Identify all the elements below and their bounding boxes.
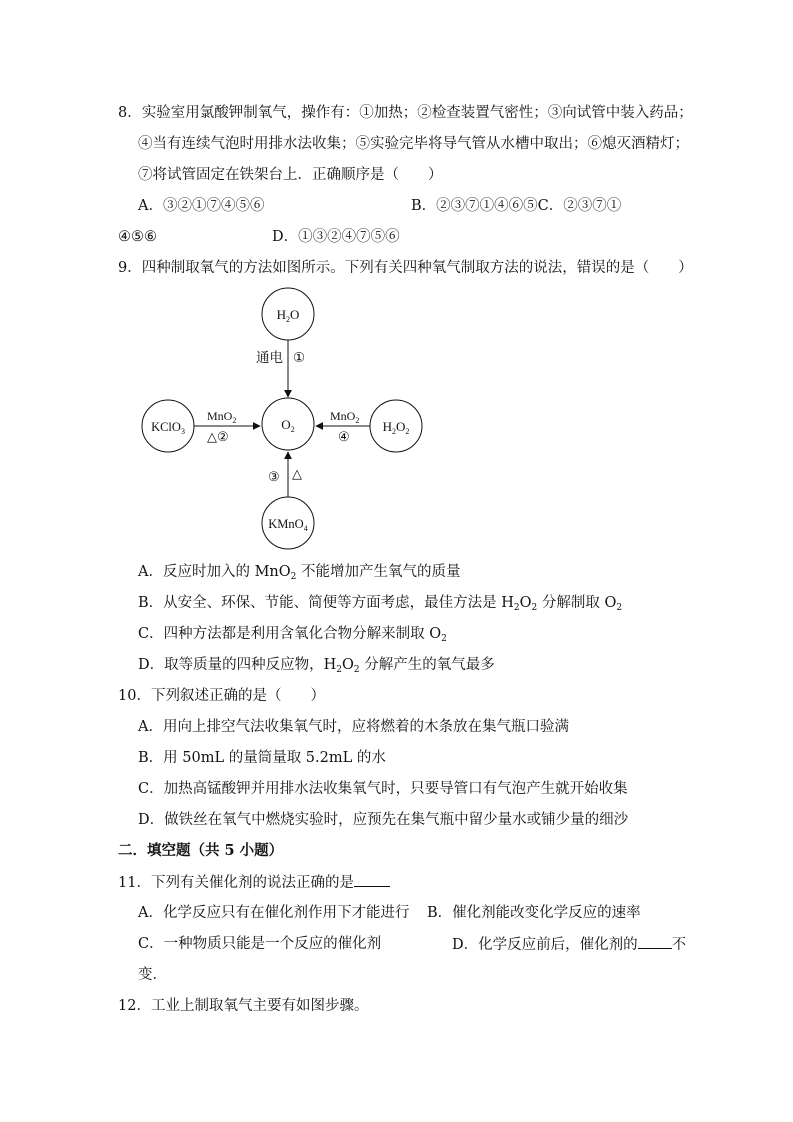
- node-kmno4-label: KMnO$_4$: [268, 517, 308, 533]
- node-o2-label: $O_2$: [281, 417, 295, 434]
- node-kclo3-label: KClO$_3$: [151, 420, 185, 436]
- q10-option-a: A．用向上排空气法收集氧气时，应将燃着的木条放在集气瓶口验满: [138, 719, 569, 735]
- cond-num-4: ④: [338, 429, 350, 444]
- cond-left-heat-2: △②: [207, 429, 229, 444]
- node-h2o2-label: $H_2O_2$: [382, 419, 410, 436]
- q8-option-a: A．③②①⑦④⑤⑥: [138, 198, 265, 214]
- node-h2o-circle: [262, 288, 314, 340]
- q11-option-d-blank[interactable]: [638, 934, 672, 949]
- q10-option-d: D．做铁丝在氧气中燃烧实验时，应预先在集气瓶中留少量水或铺少量的细沙: [138, 812, 629, 828]
- q11-option-d-cont: 变．: [138, 967, 167, 983]
- q10-option-b: B．用 50mL 的量筒量取 5.2mL 的水: [138, 750, 386, 766]
- q11-answer-blank[interactable]: [354, 872, 390, 887]
- section-title-fill-in: 二．填空题（共 5 小题）: [118, 842, 284, 859]
- q10-option-c: C．加热高锰酸钾并用排水法收集氧气时，只要导管口有气泡产生就开始收集: [138, 781, 628, 797]
- oxygen-methods-diagram: [0, 280, 793, 580]
- q11-stem: 11．下列有关催化剂的说法正确的是: [118, 872, 390, 893]
- node-h2o-label: $H_2O$: [276, 307, 300, 324]
- q9-option-d: D．取等质量的四种反应物，$H_2O_2$ 分解产生的氧气最多: [138, 657, 495, 675]
- q8-option-bc: B．②③⑦①④⑥⑤C．②③⑦①: [411, 198, 622, 214]
- cond-right-catalyst: MnO$_2$: [330, 409, 360, 425]
- q11-option-a: A．化学反应只有在催化剂作用下才能进行: [138, 905, 410, 921]
- q9-option-b: B．从安全、环保、节能、简便等方面考虑，最佳方法是 $H_2O_2$ 分解制取 $O_2$: [138, 595, 623, 613]
- q9-stem: 9．四种制取氧气的方法如图所示。下列有关四种氧气制取方法的说法，错误的是（ ）: [118, 260, 693, 276]
- q10-stem: 10．下列叙述正确的是（ ）: [118, 688, 325, 704]
- q8-line3: ⑦将试管固定在铁架台上．正确顺序是（ ）: [138, 167, 443, 183]
- cond-num-1: ①: [293, 350, 306, 365]
- q8-option-d: D．①③②④⑦⑤⑥: [272, 229, 400, 245]
- cond-bottom-heat: △: [292, 466, 302, 481]
- q11-option-d: D．化学反应前后，催化剂的 不: [452, 934, 686, 955]
- q11-option-c: C．一种物质只能是一个反应的催化剂: [138, 936, 382, 952]
- q9-option-a: A．反应时加入的 MnO$_2$ 不能增加产生氧气的质量: [138, 564, 461, 582]
- q8-line1: 8．实验室用氯酸钾制氧气，操作有：①加热；②检查装置气密性；③向试管中装入药品；: [118, 105, 693, 121]
- q8-option-c-cont: ④⑤⑥: [118, 229, 157, 245]
- q12-stem: 12．工业上制取氧气主要有如图步骤。: [118, 998, 369, 1014]
- cond-left-catalyst: MnO$_2$: [207, 409, 237, 425]
- q11-option-b: B．催化剂能改变化学反应的速率: [427, 905, 641, 921]
- q9-option-c: C．四种方法都是利用含氧化合物分解来制取 $O_2$: [138, 626, 447, 644]
- q8-line2: ④当有连续气泡时用排水法收集；⑤实验完毕将导气管从水槽中取出；⑥熄灭酒精灯；: [138, 136, 689, 152]
- cond-electrolysis: 通电: [256, 350, 283, 365]
- cond-num-3: ③: [268, 469, 280, 484]
